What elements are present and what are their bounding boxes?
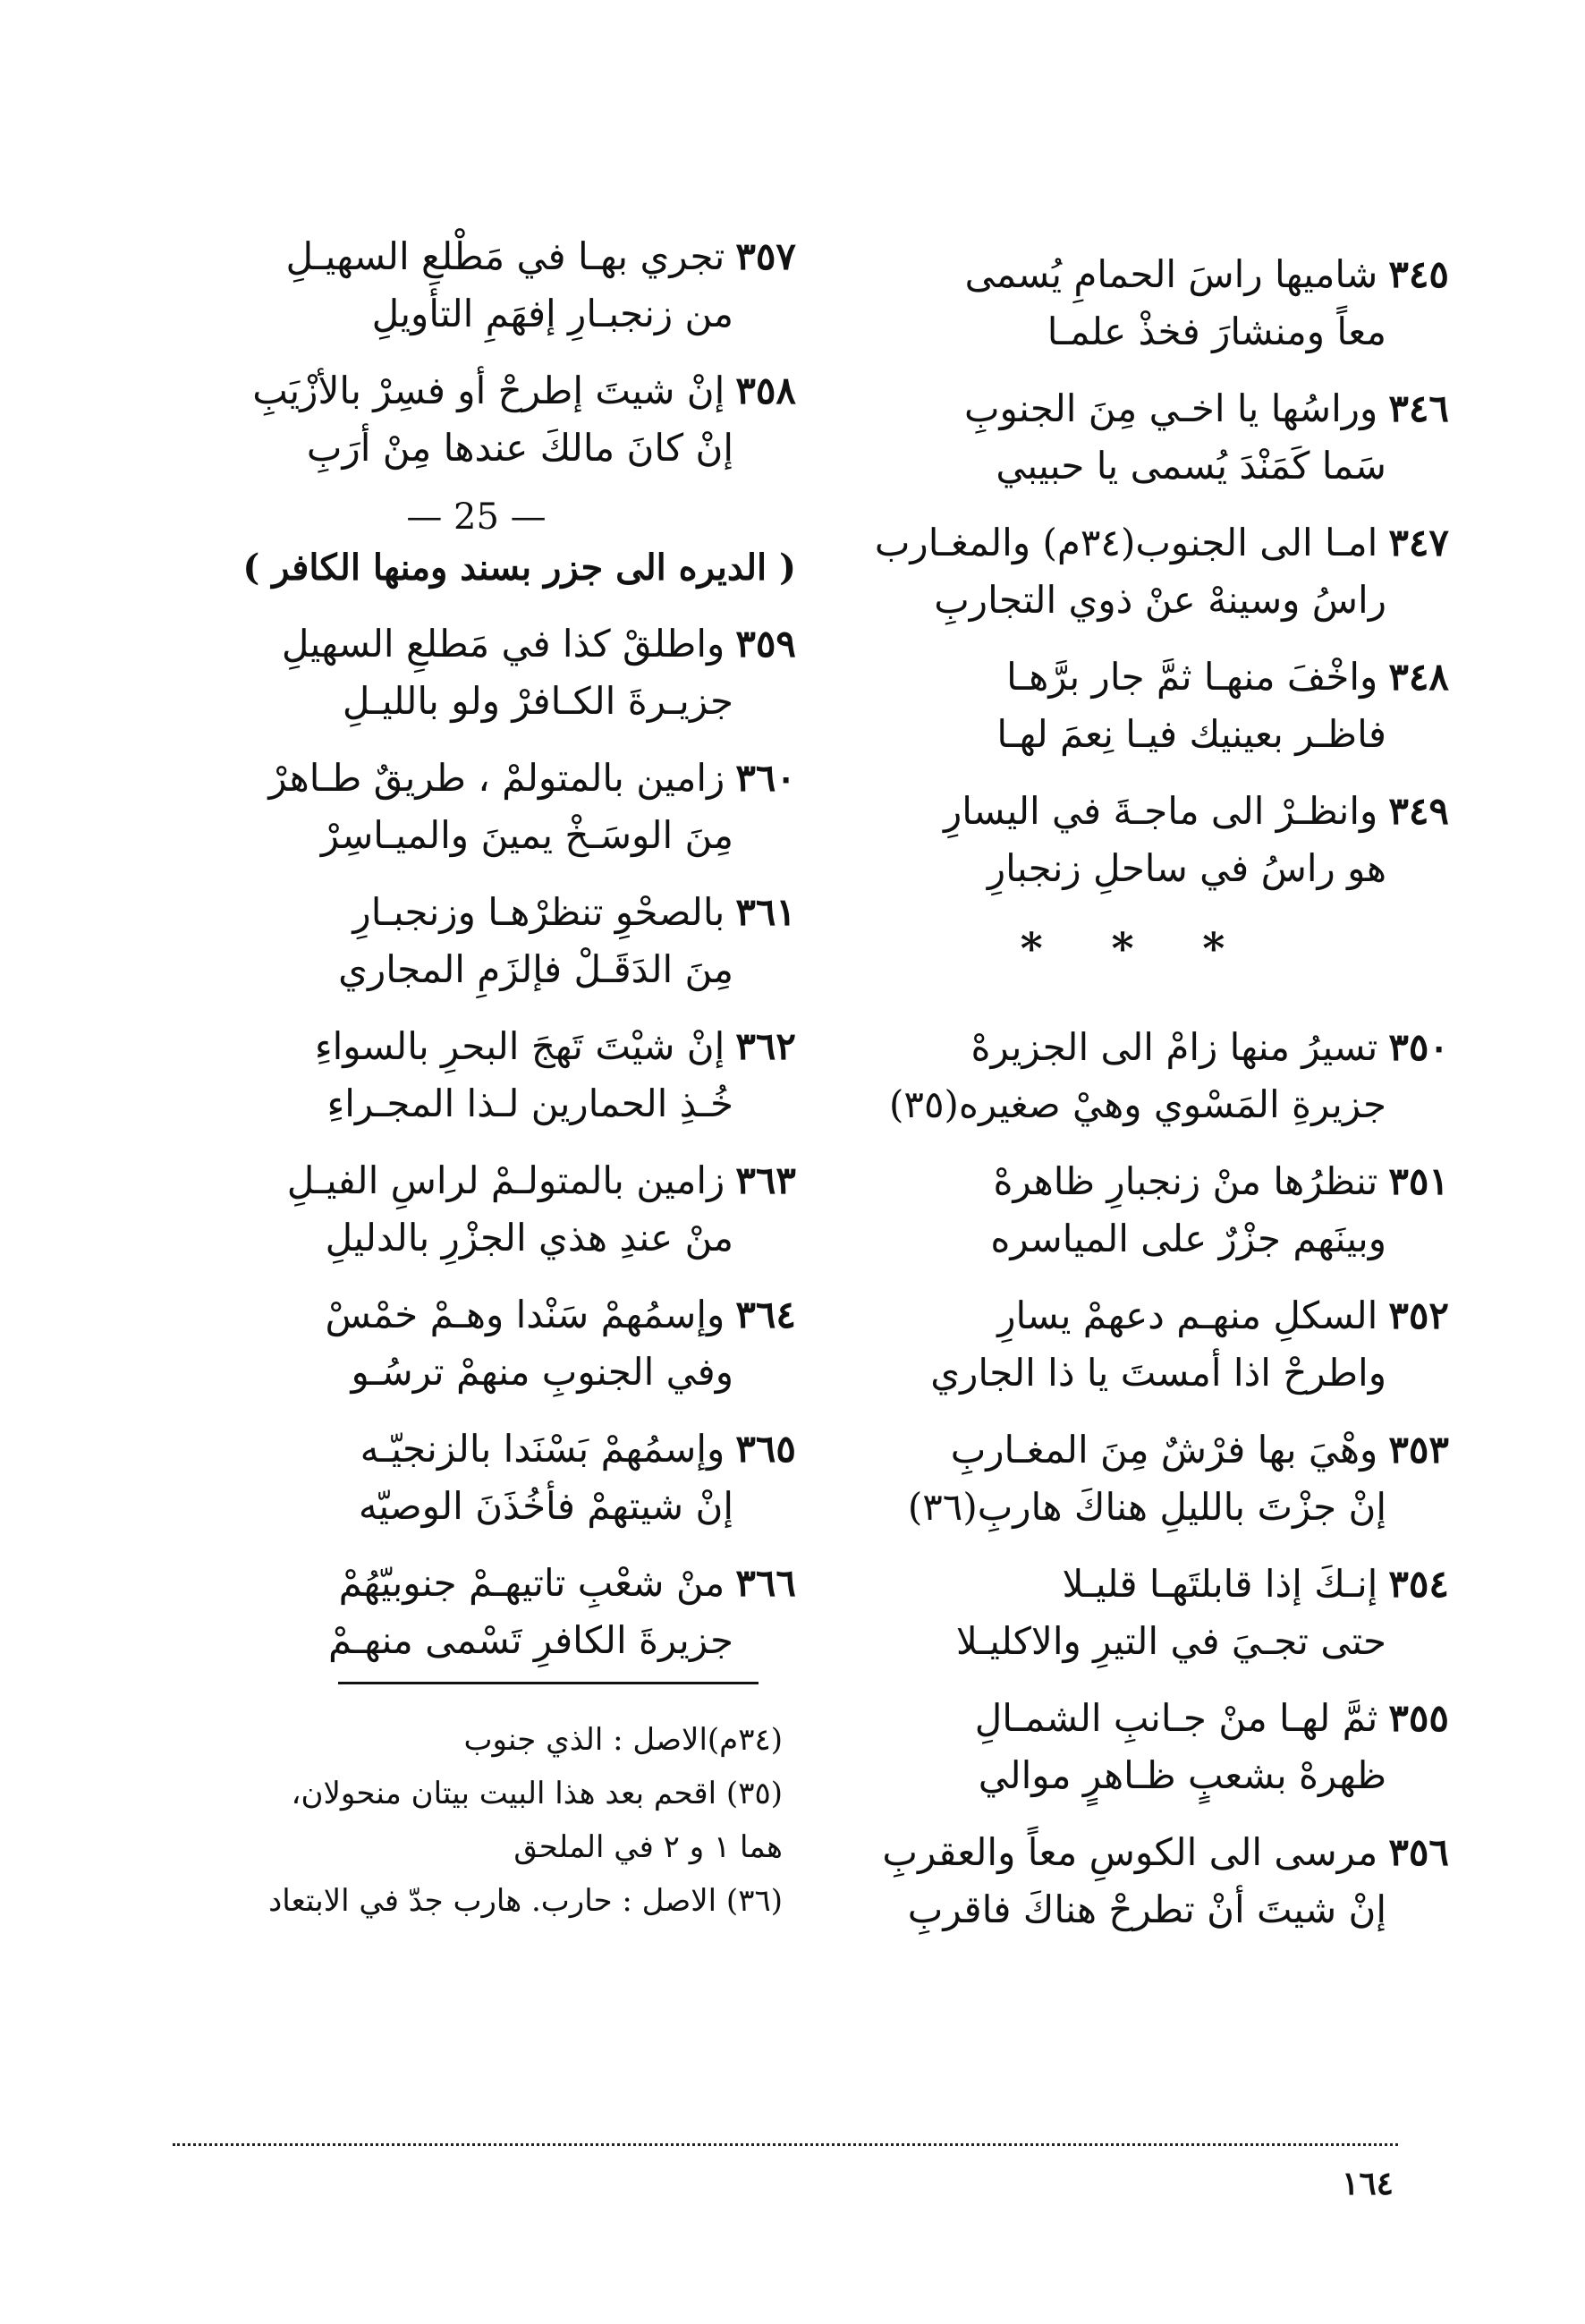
verse-number: ٣٥٤	[1388, 1562, 1449, 1606]
verse	[157, 1555, 796, 1669]
verse-number: ٣٦٤	[735, 1293, 796, 1336]
inline-page-marker: — 25 —	[406, 496, 547, 538]
verse-second-hemistich: مِنَ الدَقَـلْ فإلزَمِ المجاري	[338, 947, 733, 991]
verse-number: ٣٥٧	[735, 234, 796, 278]
verse-second-hemistich: معاً ومنشارَ فخذْ علمـا	[1047, 310, 1386, 353]
verse-number: ٣٥٣	[1388, 1428, 1449, 1472]
verse	[157, 1018, 796, 1132]
footnote-divider	[338, 1682, 759, 1684]
verse-second-hemistich: واطرحْ اذا أمستَ يا ذا الجاري	[930, 1351, 1386, 1395]
verse-first-hemistich	[823, 1421, 1449, 1479]
verse	[823, 246, 1449, 360]
verse-first-hemistich	[823, 1824, 1449, 1881]
verse-second-hemistich: راسُ وسينهْ عنْ ذوي التجاربِ	[934, 578, 1386, 622]
verse-text: وإسمُهمْ بَسْنَدا بالزنجيّـه	[360, 1427, 725, 1471]
verse-first-hemistich	[823, 1556, 1449, 1613]
verse	[823, 1421, 1449, 1536]
verse-number: ٣٦٥	[735, 1427, 796, 1471]
verse-text: بالصحْوِ تنظرْهـا وزنجبـارِ	[352, 890, 725, 934]
page-number: ١٦٤	[1342, 2165, 1394, 2202]
verse-text: إنْ شيْتَ تَهجَ البحرِ بالسواءِ	[314, 1024, 725, 1068]
verse-number: ٣٥٦	[1388, 1830, 1449, 1874]
verse-second-hemistich: إنْ كانَ مالكَ عندها مِنْ أرَبِ	[306, 426, 733, 470]
verse-second-hemistich: ظهرهْ بشعبٍ ظـاهرٍ موالي	[978, 1753, 1386, 1797]
verse-number: ٣٥٥	[1388, 1696, 1449, 1740]
verse-first-hemistich	[823, 514, 1449, 572]
verse	[157, 884, 796, 998]
verse-text: واخْفَ منهـا ثمَّ جار برَّهـا	[1006, 655, 1378, 699]
verse	[157, 362, 796, 477]
verse-second-hemistich: وفي الجنوبِ منهمْ ترسُـو	[351, 1350, 733, 1394]
verse-number: ٣٦١	[735, 890, 796, 934]
verse-number: ٣٦٦	[735, 1561, 796, 1605]
verse-text: إنـكَ إذا قابلتَهـا قليـلا	[1062, 1562, 1378, 1606]
verse-second-hemistich: إنْ شيتهمْ فأخُذَنَ الوصيّه	[358, 1484, 733, 1528]
verse-second-hemistich: حتى تجـيَ في التيرِ والاكليـلا	[955, 1619, 1386, 1663]
right-column	[823, 246, 1449, 1958]
verse-text: مرسى الى الكوسِ معاً والعقربِ	[882, 1830, 1378, 1874]
verse-text: السكلِ منهـم دعهمْ يسارِ	[997, 1293, 1378, 1337]
verse-text: واطلقْ كذا في مَطلعِ السهيلِ	[281, 622, 725, 666]
verse	[157, 750, 796, 864]
verse	[823, 1824, 1449, 1938]
section-separator-stars: * * *	[1020, 924, 1252, 974]
verse-first-hemistich	[823, 246, 1449, 303]
verse-second-hemistich: وبينَهم جزْرٌ على المياسره	[990, 1217, 1386, 1260]
verse-number: ٣٤٨	[1388, 655, 1449, 699]
verse-second-hemistich: من زنجبـارِ إفهَمِ التأويلِ	[371, 292, 733, 335]
verse	[823, 514, 1449, 629]
verse-text: وراسُها يا اخـي مِنَ الجنوبِ	[963, 386, 1378, 430]
verse-text: وهْيَ بها فرْشٌ مِنَ المغـاربِ	[950, 1428, 1378, 1472]
verse-second-hemistich: هو راسُ في ساحلِ زنجبارِ	[987, 846, 1386, 890]
verse-second-hemistich: مِنَ الوسَـخْ يمينَ والميـاسِرْ	[320, 813, 733, 857]
verse-second-hemistich: منْ عندِ هذي الجزْرِ بالدليلِ	[325, 1216, 733, 1260]
verse-number: ٣٥٨	[735, 369, 796, 412]
verse	[823, 1690, 1449, 1804]
verse-second-hemistich: سَما كَمَنْدَ يُسمى يا حبيبي	[996, 444, 1386, 488]
bottom-dotted-rule	[173, 2143, 1398, 2146]
verse-second-hemistich: جزيرةَ الكافرِ تَسْمى منهـمْ	[328, 1618, 733, 1662]
verse-second-hemistich: إنْ شيتَ أنْ تطرحْ هناكَ فاقربِ	[907, 1887, 1386, 1931]
verse-number: ٣٥٠	[1388, 1025, 1449, 1069]
verse-number: ٣٥٩	[735, 622, 796, 666]
verse-number: ٣٦٢	[735, 1024, 796, 1068]
verse	[157, 615, 796, 730]
verse-text: تجري بهـا في مَطْلعِ السهيـلِ	[285, 234, 725, 278]
verse-text: تنظرُها منْ زنجبارِ ظاهرهْ	[993, 1159, 1378, 1203]
verse-text: زامين بالمتولمْ ، طريقٌ طـاهرْ	[268, 756, 725, 800]
verse-first-hemistich	[823, 1153, 1449, 1210]
verse-first-hemistich	[157, 1286, 796, 1344]
verse-text: زامين بالمتولـمْ لراسِ الفيـلِ	[286, 1158, 725, 1202]
verse-number: ٣٤٦	[1388, 386, 1449, 430]
verse	[823, 1287, 1449, 1402]
verse	[157, 1286, 796, 1401]
verse	[823, 649, 1449, 763]
verse-text: ثمَّ لهـا منْ جـانبِ الشمـالِ	[974, 1696, 1378, 1740]
verse-second-hemistich: جزيرةِ المَسْوي وهيْ صغيره(٣٥)	[889, 1082, 1386, 1126]
verse-number: ٣٤٧	[1388, 521, 1449, 564]
verse-text: إنْ شيتَ إطرحْ أو فسِرْ بالأزْيَبِ	[252, 369, 725, 412]
verse-first-hemistich	[823, 1287, 1449, 1344]
verse-second-hemistich: فاظـر بعينيك فيـا نِعمَ لهـا	[996, 712, 1386, 756]
verse	[823, 783, 1449, 897]
verse-first-hemistich	[157, 1018, 796, 1075]
footnote: (٣٤م)الاصل : الذي جنوب	[463, 1722, 783, 1758]
verse	[823, 380, 1449, 495]
verse-first-hemistich	[157, 1555, 796, 1612]
verse-first-hemistich	[157, 1421, 796, 1478]
verse-first-hemistich	[157, 615, 796, 673]
verse-first-hemistich	[157, 750, 796, 807]
verse-number: ٣٥١	[1388, 1159, 1449, 1203]
verse-text: شاميها راسَ الحمامِ يُسمى	[964, 252, 1378, 296]
footnote: (٣٥) اقحم بعد هذا البيت بيتان منحولان،	[291, 1776, 783, 1811]
verse	[823, 1153, 1449, 1268]
verse-text: منْ شعْبِ تاتيهـمْ جنوبيّهُمْ	[338, 1561, 725, 1605]
verse-first-hemistich	[823, 783, 1449, 840]
footnotes	[157, 1713, 783, 1928]
footnote: هما ١ و ٢ في الملحق	[513, 1829, 783, 1865]
verse	[157, 1152, 796, 1267]
verse-text: وانظـرْ الى ماجـةَ في اليسارِ	[944, 789, 1378, 833]
verse-first-hemistich	[823, 1690, 1449, 1747]
verse-first-hemistich	[823, 1019, 1449, 1076]
verse-text: تسيرُ منها زامْ الى الجزيرهْ	[970, 1025, 1378, 1069]
verse-text: وإسمُهمْ سَنْدا وهـمْ خمْسْ	[325, 1293, 725, 1336]
verse-text: امـا الى الجنوب(٣٤م) والمغـارب	[874, 521, 1378, 564]
verse	[823, 1556, 1449, 1670]
section-heading: ( الديره الى جزر بسند ومنها الكافر )	[242, 547, 796, 589]
footnote: (٣٦) الاصل : حارب. هارب جدّ في الابتعاد	[268, 1883, 783, 1919]
verse	[823, 1019, 1449, 1133]
verse-first-hemistich	[823, 380, 1449, 437]
verse-number: ٣٦٠	[735, 756, 796, 800]
verse-first-hemistich	[157, 884, 796, 941]
verse-first-hemistich	[823, 649, 1449, 706]
verse-first-hemistich	[157, 228, 796, 285]
verse	[157, 228, 796, 343]
verse-second-hemistich: إنْ جزْتَ بالليلِ هناكَ هاربِ(٣٦)	[907, 1485, 1386, 1529]
verse-number: ٣٦٣	[735, 1158, 796, 1202]
verse-number: ٣٥٢	[1388, 1293, 1449, 1337]
left-column	[157, 228, 796, 1689]
verse	[157, 1421, 796, 1535]
verse-first-hemistich	[157, 1152, 796, 1209]
verse-number: ٣٤٥	[1388, 252, 1449, 296]
verse-first-hemistich	[157, 362, 796, 420]
verse-number: ٣٤٩	[1388, 789, 1449, 833]
verse-second-hemistich: جزيـرةَ الكـافرْ ولو بالليـلِ	[342, 679, 733, 723]
verse-second-hemistich: خُـذِ الحمارين لـذا المجـراءِ	[326, 1081, 733, 1125]
